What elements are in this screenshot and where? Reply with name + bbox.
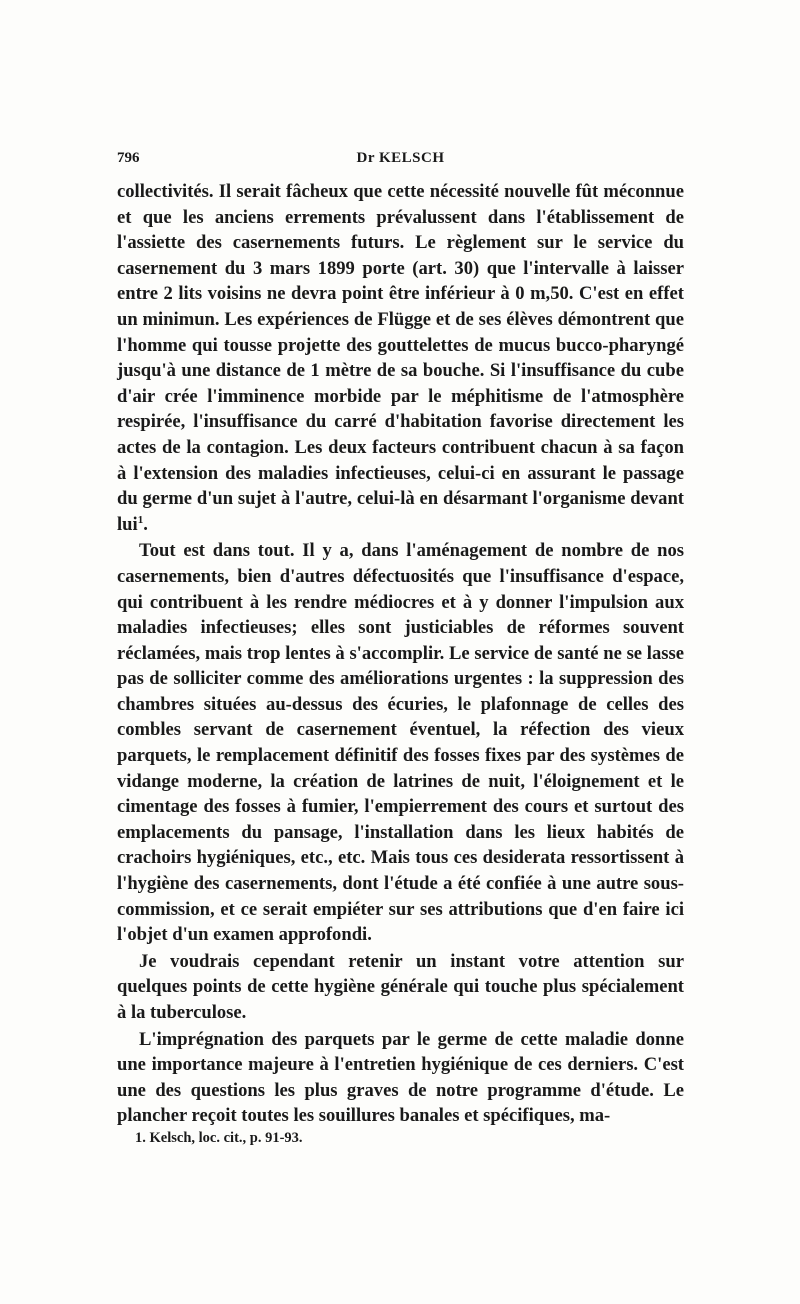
paragraph-1-text: collectivités. Il serait fâcheux que cette nécessité nouvelle fût méconnue et que les anciens errements prévalussent dans l'établissement de l'assiette des casernements futurs. Le règlement sur le service du casernement du 3 mars 1899 porte (art. 30) que l'intervalle à laisser entre 2 lits voisins ne devra point être inférieur à 0 m,50. C'est en effet un minimun. Les expériences de Flügge et de ses élèves démontrent que l'homme qui tousse projette des gouttelettes de mucus bucco-pharyngé jusqu'à une distance de 1 mètre de sa bouche. Si l'insuffisance du cube d'air crée l'imminence morbide par le méphitisme de l'atmosphère respirée, l'insuffisance du carré d'habitation favorise directement les actes de la contagion. Les deux facteurs contribuent chacun à sa façon à l'extension des maladies infectieuses, celui-ci en assurant le passage du germe d'un sujet à l'autre, celui-là en désarmant l'organisme devant lui <box>117 181 684 535</box>
footnote-number: 1. <box>135 1130 146 1146</box>
running-head-author: Dr KELSCH <box>356 150 445 166</box>
paragraph-2: Tout est dans tout. Il y a, dans l'aménagement de nombre de nos casernements, bien d'autres défectuosités que l'insuffisance d'espace, qui contribuent à les rendre médiocres et à y donner l'impulsion aux maladies infectieuses; elles sont justiciables de réformes souvent réclamées, mais trop lentes à s'accomplir. Le service de santé ne se lasse pas de solliciter comme des améliorations urgentes : la suppression des chambres situées au-dessus des écuries, le plafonnage de celles des combles servant de casernement éventuel, la réfection des vieux parquets, le remplacement définitif des fosses fixes par des systèmes de vidange moderne, la création de latrines de nuit, l'éloignement et le cimentage des fosses à fumier, l'empierrement des cours et surtout des emplacements du pansage, l'installation dans les lieux habités de crachoirs hygiéniques, etc., etc. Mais tous ces desiderata ressortissent à l'hygiène des casernements, dont l'étude a été confiée à une autre sous-commission, et ce serait empiéter sur ses attributions que d'en faire ici l'objet d'un examen approfondi. <box>117 540 684 946</box>
footnote-reference: 1 <box>137 513 144 526</box>
footnote-text: Kelsch, loc. cit., p. 91-93. <box>149 1130 303 1146</box>
running-head <box>117 150 684 174</box>
paragraph-1-trail: . <box>143 513 148 535</box>
paragraph-4: L'imprégnation des parquets par le germe de cette maladie donne une importance majeure à l'entretien hygiénique de ces derniers. C'est une des questions les plus graves de notre programme d'étude. Le plancher reçoit toutes les souillures banales et spécifiques, ma- <box>117 1028 684 1127</box>
paragraph-1 <box>117 179 684 537</box>
paragraph-3: Je voudrais cependant retenir un instant votre attention sur quelques points de cette hygiène générale qui touche plus spécialement à la tuberculose. <box>117 950 684 1023</box>
body-text <box>117 179 684 1129</box>
footnote <box>117 1128 684 1148</box>
page-number: 796 <box>117 150 140 166</box>
